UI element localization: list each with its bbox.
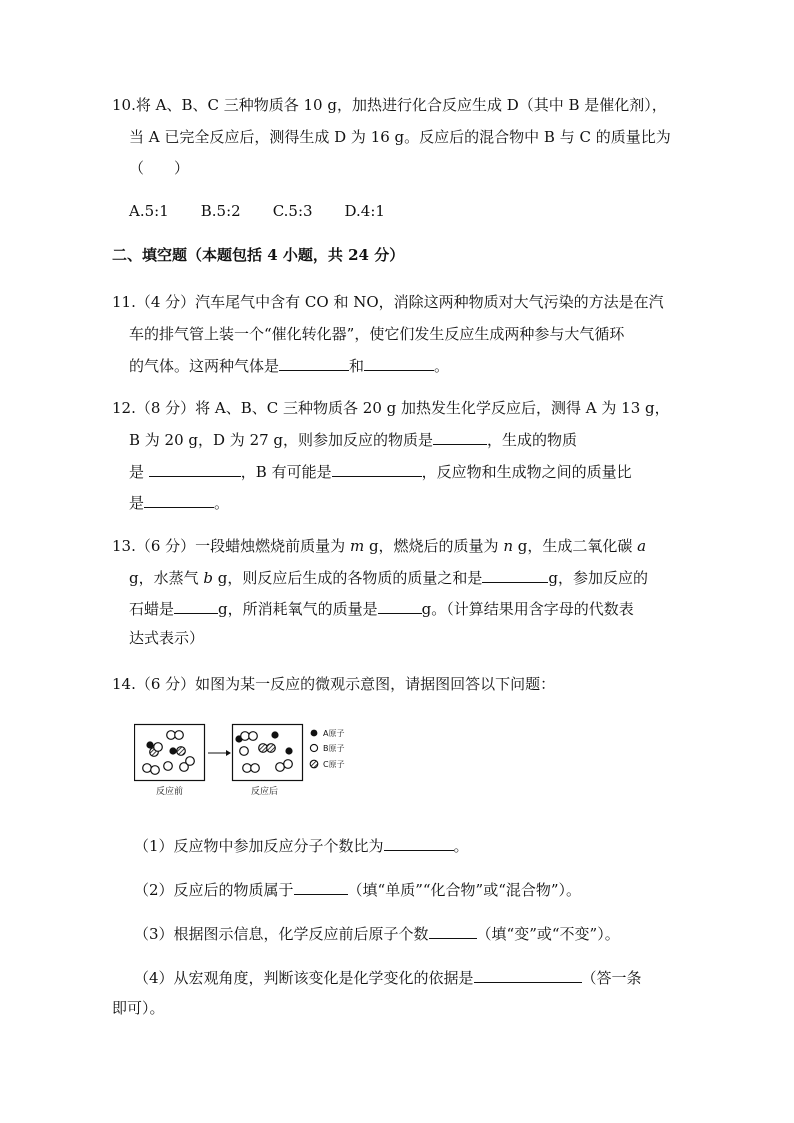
q14-blank-atom-count[interactable] xyxy=(429,922,477,939)
q14-sub2 xyxy=(134,878,581,901)
q10-options xyxy=(129,200,417,222)
q11-and: 和 xyxy=(349,357,365,375)
q13-text-c: g，生成二氧化碳 xyxy=(512,537,638,555)
molecule-b-atom xyxy=(243,764,252,773)
molecule-b-atom xyxy=(276,763,285,772)
q14-sub3-end: （填“变”或“不变”）。 xyxy=(476,925,620,943)
q13-text-b: g，燃烧后的质量为 xyxy=(364,537,504,555)
q12-text-e: ，反应物和生成物之间的质量比 xyxy=(421,463,632,481)
q10-answer-paren: （ ） xyxy=(129,159,190,177)
legend-c-swatch xyxy=(310,760,318,768)
q14-sub1-text: （1）反应物中参加反应分子个数比为 xyxy=(134,837,384,855)
after-label: 反应后 xyxy=(251,787,279,797)
legend-a-swatch xyxy=(311,730,318,737)
molecule-a-atom xyxy=(271,731,278,738)
q12-blank-reactants[interactable] xyxy=(433,428,487,445)
q11-end: 。 xyxy=(434,357,450,375)
q10-option-a: A.5:1 xyxy=(129,202,169,220)
molecule-b-atom xyxy=(151,766,160,775)
q14-line1: 14.（6 分）如图为某一反应的微观示意图，请据图回答以下问题： xyxy=(112,675,556,693)
q10-option-b: B.5:2 xyxy=(200,202,241,220)
q12-line2 xyxy=(129,428,577,451)
q12-line1: 12.（8 分）将 A、B、C 三种物质各 20 g 加热发生化学反应后，测得 A 为 13 g， xyxy=(112,399,670,417)
molecule-b-atom xyxy=(143,764,152,773)
q12-text-f: 是 xyxy=(129,494,145,512)
legend-b-label: B原子 xyxy=(323,744,345,753)
q12-text-a: B 为 20 g，D 为 27 g，则参加反应的物质是 xyxy=(129,431,434,449)
legend-c-label: C原子 xyxy=(323,760,345,769)
legend-b-swatch xyxy=(310,744,317,751)
molecule-b-atom xyxy=(251,764,260,773)
molecule-b-atom xyxy=(249,732,258,741)
molecule-c-atom xyxy=(267,744,276,753)
q12-blank-products[interactable] xyxy=(149,460,241,477)
q14-blank-ratio[interactable] xyxy=(384,834,454,851)
q13-text-i: g。（计算结果用含字母的代数表 xyxy=(421,600,634,618)
q14-sub4-text: （4）从宏观角度，判断该变化是化学变化的依据是 xyxy=(134,969,474,987)
q12-text-b: ，生成的物质 xyxy=(487,431,578,449)
section-heading: 二、填空题（本题包括 4 小题，共 24 分） xyxy=(112,246,405,264)
molecule-b-atom xyxy=(154,743,163,752)
q13-text-d: g，水蒸气 xyxy=(129,569,204,587)
q13-text-a: 13.（6 分）一段蜡烛燃烧前质量为 xyxy=(112,537,350,555)
molecule-b-atom xyxy=(164,762,173,771)
molecule-c-atom xyxy=(177,747,186,756)
molecule-b-atom xyxy=(241,732,250,741)
q13-text-e: g，则反应后生成的各物质的质量之和是 xyxy=(212,569,483,587)
molecule-b-atom xyxy=(186,757,195,766)
reaction-diagram xyxy=(134,722,374,798)
q14-sub4-end: （答一条 xyxy=(581,969,642,987)
q12-blank-b-role[interactable] xyxy=(332,460,422,477)
molecule-b-atom xyxy=(167,731,176,740)
molecule-b-atom xyxy=(240,747,249,756)
q13-var-b: b xyxy=(203,569,213,587)
q14-sub4-cont: 即可）。 xyxy=(112,999,165,1017)
q11-line2: 车的排气管上装一个“催化转化器”，使它们发生反应生成两种参与大气循环 xyxy=(129,325,625,343)
q13-line4: 达式表示） xyxy=(129,629,205,647)
q11-line1: 11.（4 分）汽车尾气中含有 CO 和 NO，消除这两种物质对大气污染的方法是在汽 xyxy=(112,293,664,311)
legend-a-label: A原子 xyxy=(323,729,345,738)
q11-blank-1[interactable] xyxy=(279,354,349,371)
q14-sub2-text: （2）反应后的物质属于 xyxy=(134,881,294,899)
q14-blank-evidence[interactable] xyxy=(474,966,582,983)
q13-line2 xyxy=(129,566,648,589)
q11-blank-2[interactable] xyxy=(364,354,434,371)
q10-line1: 10.将 A、B、C 三种物质各 10 g，加热进行化合反应生成 D（其中 B 是催化剂）， xyxy=(112,96,667,114)
q13-line3 xyxy=(129,597,634,620)
q11-line3 xyxy=(129,354,449,377)
q13-line1 xyxy=(112,535,646,557)
q12-blank-ratio[interactable] xyxy=(144,491,214,508)
molecule-a-atom xyxy=(169,747,176,754)
q10-option-c: C.5:3 xyxy=(272,202,313,220)
q12-line4 xyxy=(129,491,229,514)
molecule-b-atom xyxy=(175,731,184,740)
q14-sub3-text: （3）根据图示信息，化学反应前后原子个数 xyxy=(134,925,429,943)
reaction-arrow-head xyxy=(226,750,231,756)
q10-line2: 当 A 已完全反应后，测得生成 D 为 16 g。反应后的混合物中 B 与 C 的质量比为 xyxy=(129,128,671,146)
molecule-b-atom xyxy=(284,760,293,769)
q13-blank-oxygen[interactable] xyxy=(378,597,422,614)
molecule-c-atom xyxy=(259,744,268,753)
q13-var-a: a xyxy=(637,537,647,555)
q13-text-g: 石蜡是 xyxy=(129,600,175,618)
q14-sub2-end: （填“单质”“化合物”或“混合物”）。 xyxy=(347,881,582,899)
q13-blank-wax[interactable] xyxy=(174,597,218,614)
q12-text-c: 是 xyxy=(129,463,149,481)
q13-blank-sum[interactable] xyxy=(482,566,548,583)
q12-line3 xyxy=(129,460,632,483)
q14-sub1-end: 。 xyxy=(453,837,469,855)
before-label: 反应前 xyxy=(156,787,184,797)
q11-text: 的气体。这两种气体是 xyxy=(129,357,280,375)
q12-text-g: 。 xyxy=(214,494,230,512)
q14-sub4 xyxy=(134,966,642,989)
q13-var-m: m xyxy=(349,537,365,555)
q14-blank-substance-type[interactable] xyxy=(294,878,348,895)
q13-text-f: g，参加反应的 xyxy=(548,569,648,587)
q10-option-d: D.4:1 xyxy=(344,202,385,220)
molecule-a-atom xyxy=(285,747,292,754)
q13-text-h: g，所消耗氧气的质量是 xyxy=(218,600,378,618)
q12-text-d: ，B 有可能是 xyxy=(240,463,332,481)
q13-var-n: n xyxy=(503,537,513,555)
q14-sub1 xyxy=(134,834,469,857)
q14-sub3 xyxy=(134,922,620,945)
